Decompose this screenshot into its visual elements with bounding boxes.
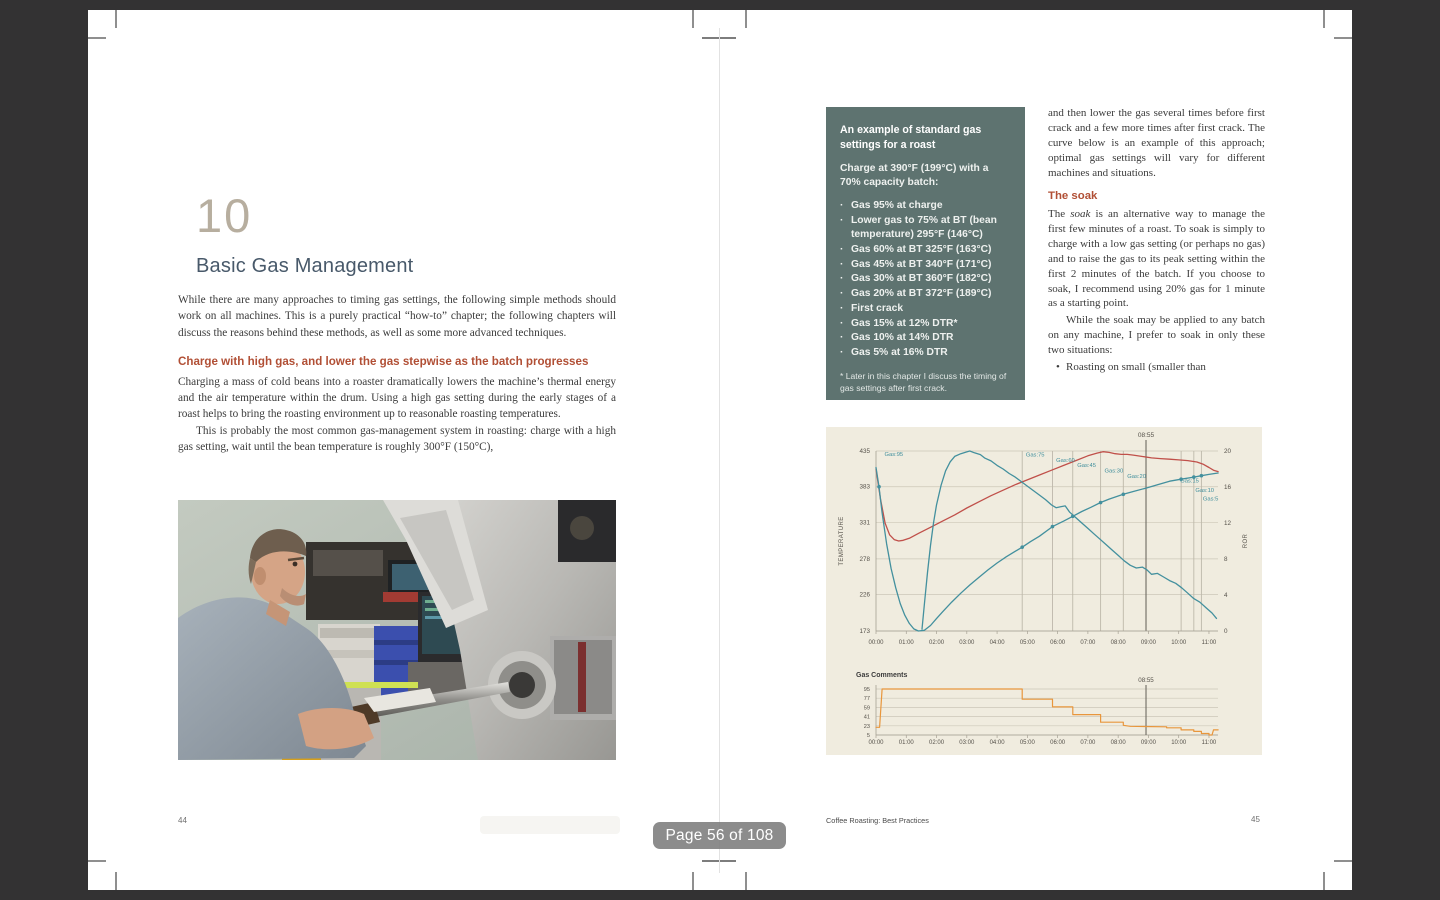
sidebar-bullet-item xyxy=(840,199,1011,214)
crop-mark xyxy=(1323,10,1325,28)
crop-mark xyxy=(692,872,694,890)
page-gutter-line xyxy=(719,28,720,873)
roaster-photo xyxy=(178,500,616,760)
bullet-dot: · xyxy=(840,258,844,270)
sidebar-bullet-list xyxy=(840,199,1011,361)
bullet-text: Gas 20% at BT 372°F (189°C) xyxy=(851,288,992,300)
roast-chart-panel xyxy=(826,427,1262,755)
svg-text:00:00: 00:00 xyxy=(868,640,884,646)
svg-text:Gas:45: Gas:45 xyxy=(1077,462,1096,469)
svg-text:01:00: 01:00 xyxy=(898,740,914,746)
svg-text:02:00: 02:00 xyxy=(929,740,945,746)
svg-text:Gas:5: Gas:5 xyxy=(1202,496,1219,503)
svg-text:41: 41 xyxy=(863,714,870,721)
crop-mark xyxy=(745,872,747,890)
sidebar-footnote: * Later in this chapter I discuss the timing of gas settings after first crack. xyxy=(840,370,1007,393)
body-paragraph: This is probably the most common gas-management system in roasting: charge with a high gas setting, wait until the bean temperature is roughly 300°F (150°C), xyxy=(178,424,616,453)
svg-text:435: 435 xyxy=(859,448,870,455)
sidebar-bullet-item xyxy=(840,302,1011,317)
left-page-number: 44 xyxy=(178,816,187,825)
bullet-dot: · xyxy=(840,244,844,256)
svg-text:Gas:95: Gas:95 xyxy=(884,451,904,458)
crop-mark xyxy=(1334,860,1352,862)
roast-profile-chart xyxy=(826,427,1262,755)
bullet-dot: · xyxy=(840,288,844,300)
svg-text:226: 226 xyxy=(859,591,870,599)
body-paragraph: Charging a mass of cold beans into a roaster dramatically lowers the machine’s thermal energy and the air temperature within the drum. Using a high gas setting during the early stages of a roast helps to bring the roasting environment up to reasonable roasting temperatures. xyxy=(178,375,616,421)
bullet-dot: · xyxy=(840,302,844,314)
crop-mark xyxy=(1334,37,1352,39)
svg-text:20: 20 xyxy=(1224,448,1232,455)
bullet-text: Gas 30% at BT 360°F (182°C) xyxy=(851,273,992,285)
svg-text:05:00: 05:00 xyxy=(1019,740,1035,746)
svg-text:Gas:30: Gas:30 xyxy=(1104,468,1124,475)
body-paragraph: While the soak may be applied to any batch on any machine, I prefer to soak in only these two situations: xyxy=(1048,314,1265,357)
svg-text:11:00: 11:00 xyxy=(1201,640,1217,646)
svg-text:4: 4 xyxy=(1224,592,1228,599)
crop-mark xyxy=(115,872,117,890)
svg-text:173: 173 xyxy=(859,628,870,635)
svg-text:95: 95 xyxy=(863,687,870,693)
sidebar-bullet-item xyxy=(840,287,1011,302)
bullet-text: Gas 45% at BT 340°F (171°C) xyxy=(851,258,992,270)
crop-mark xyxy=(745,10,747,28)
sidebar-bullet-item xyxy=(840,258,1011,273)
svg-text:08:55: 08:55 xyxy=(1138,677,1154,684)
svg-text:03:00: 03:00 xyxy=(959,740,975,746)
sidebar-bullet-item xyxy=(840,331,1011,346)
svg-text:05:00: 05:00 xyxy=(1019,640,1035,646)
bullet-text: Gas 95% at charge xyxy=(851,199,943,211)
sidebar-intro: Charge at 390°F (199°C) with a 70% capacity batch: xyxy=(840,162,989,189)
sidebar-bullet-item xyxy=(840,317,1011,332)
svg-text:07:00: 07:00 xyxy=(1080,640,1096,646)
sidebar-bullet-item xyxy=(840,243,1011,258)
svg-text:16: 16 xyxy=(1224,484,1232,491)
chapter-title: Basic Gas Management xyxy=(196,255,414,277)
svg-text:04:00: 04:00 xyxy=(989,740,1005,746)
svg-text:00:00: 00:00 xyxy=(868,740,884,746)
svg-text:07:00: 07:00 xyxy=(1080,740,1096,746)
fading-toolbar-remnant xyxy=(480,816,620,834)
svg-text:ROR: ROR xyxy=(1243,533,1249,549)
bullet-text: Gas 5% at 16% DTR xyxy=(851,347,948,359)
svg-text:09:00: 09:00 xyxy=(1140,740,1156,746)
svg-text:23: 23 xyxy=(863,723,870,730)
svg-text:Gas:75: Gas:75 xyxy=(1025,452,1045,459)
list-item xyxy=(1048,360,1265,375)
svg-text:09:00: 09:00 xyxy=(1140,640,1156,646)
svg-text:0: 0 xyxy=(1224,628,1228,635)
bullet-dot: · xyxy=(840,347,844,359)
sidebar-title: An example of standard gas settings for a roast xyxy=(840,124,982,151)
gas-settings-sidebar xyxy=(826,107,1025,400)
svg-text:Gas Comments: Gas Comments xyxy=(856,672,908,679)
section-heading: Charge with high gas, and lower the gas stepwise as the batch progresses xyxy=(178,354,589,368)
roaster-photo-illustration xyxy=(178,500,616,760)
svg-text:10:00: 10:00 xyxy=(1171,740,1187,746)
svg-text:Gas:10: Gas:10 xyxy=(1195,488,1215,495)
svg-text:12: 12 xyxy=(1224,520,1232,527)
svg-text:04:00: 04:00 xyxy=(989,640,1005,646)
bullet-dot: · xyxy=(840,332,844,344)
crop-mark xyxy=(692,10,694,28)
intro-paragraph: While there are many approaches to timing gas settings, the following simple methods should work on all machines. This is a purely practical “how-to” chapter; the following chapters will discuss the reasons behind these methods, as well as some more advanced techniques. xyxy=(178,294,616,339)
svg-text:08:00: 08:00 xyxy=(1110,640,1126,646)
crop-mark xyxy=(115,10,117,28)
bullet-text: Lower gas to 75% at BT (bean temperature) 295°F (146°C) xyxy=(851,214,997,241)
bullet-dot: · xyxy=(840,199,844,211)
crop-mark xyxy=(1323,872,1325,890)
page-indicator xyxy=(653,822,786,849)
sidebar-bullet-item xyxy=(840,214,1011,243)
right-column-text xyxy=(1048,106,1265,375)
bullet-text: Gas 15% at 12% DTR* xyxy=(851,317,958,329)
bullet-dot: • xyxy=(1056,361,1060,374)
svg-text:03:00: 03:00 xyxy=(959,640,975,646)
book-spread xyxy=(88,10,1352,890)
soak-text: The xyxy=(1048,207,1071,220)
crop-mark xyxy=(88,37,106,39)
soak-italic: soak xyxy=(1070,207,1091,220)
body-paragraph xyxy=(1048,207,1265,312)
page-indicator-text: Page 56 of 108 xyxy=(665,826,774,844)
svg-text:Gas:60: Gas:60 xyxy=(1056,457,1075,464)
svg-text:331: 331 xyxy=(859,519,870,527)
right-page-number: 45 xyxy=(1251,815,1260,824)
svg-text:02:00: 02:00 xyxy=(929,640,945,646)
svg-text:TEMPERATURE: TEMPERATURE xyxy=(839,516,845,566)
bullet-text: Gas 60% at BT 325°F (163°C) xyxy=(851,244,992,256)
svg-text:06:00: 06:00 xyxy=(1050,640,1066,646)
running-footer: Coffee Roasting: Best Practices xyxy=(826,816,929,825)
sidebar-bullet-item xyxy=(840,346,1011,361)
crop-mark xyxy=(88,860,106,862)
svg-text:278: 278 xyxy=(859,555,870,563)
bullet-text: Gas 10% at 14% DTR xyxy=(851,332,954,344)
bullet-dot: · xyxy=(840,214,844,226)
bullet-dot: · xyxy=(840,317,844,329)
svg-text:Gas:15: Gas:15 xyxy=(1180,478,1199,485)
bullet-dot: · xyxy=(840,273,844,285)
soak-text: is an alternative way to manage the first few minutes of a roast. To soak is simply to charge with a low gas setting (or perhaps no gas) and to raise the gas to its peak setting within the first 2 minutes of the batch. If you choose to soak, I recommend using 20% gas for 1 minute as a starting point. xyxy=(1048,207,1265,310)
left-page-text-block xyxy=(178,292,616,465)
svg-text:59: 59 xyxy=(863,705,870,712)
svg-text:06:00: 06:00 xyxy=(1050,740,1066,746)
svg-text:11:00: 11:00 xyxy=(1201,740,1217,746)
soak-heading: The soak xyxy=(1048,189,1098,202)
svg-text:08:55: 08:55 xyxy=(1137,432,1155,439)
svg-text:10:00: 10:00 xyxy=(1171,640,1187,646)
svg-text:77: 77 xyxy=(863,696,870,703)
svg-text:5: 5 xyxy=(866,733,870,739)
bullet-text: Roasting on small (smaller than xyxy=(1066,361,1206,374)
svg-text:01:00: 01:00 xyxy=(898,640,914,646)
svg-text:8: 8 xyxy=(1224,556,1228,563)
svg-text:Gas:20: Gas:20 xyxy=(1127,473,1146,480)
body-paragraph: and then lower the gas several times before first crack and a few more times after first crack. The curve below is an example of this approach; optimal gas settings will vary for different machines and situations. xyxy=(1048,107,1265,179)
bullet-text: First crack xyxy=(851,302,904,314)
svg-text:08:00: 08:00 xyxy=(1110,740,1126,746)
chapter-number: 10 xyxy=(196,189,253,242)
sidebar-bullet-item xyxy=(840,272,1011,287)
svg-text:383: 383 xyxy=(859,483,870,491)
